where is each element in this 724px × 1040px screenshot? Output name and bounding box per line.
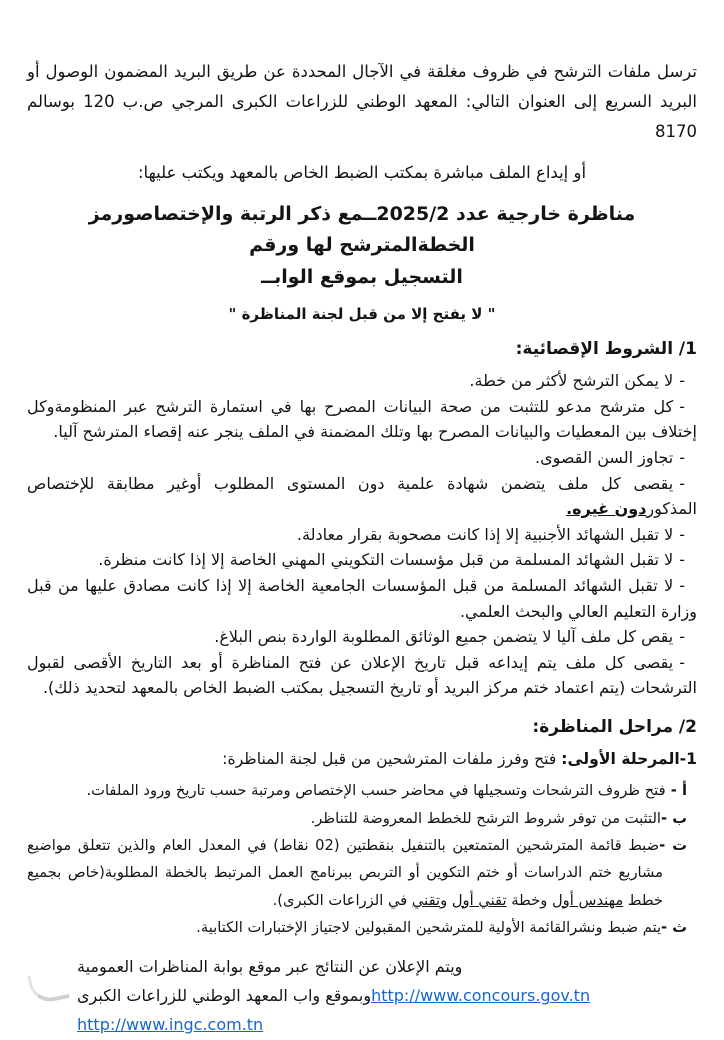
text-run: في الزراعات الكبرى). bbox=[272, 891, 412, 909]
concours-link-line bbox=[77, 982, 697, 1011]
text-run: ب - bbox=[661, 809, 687, 827]
stage1-steps-list bbox=[27, 777, 697, 941]
list-item bbox=[27, 624, 697, 650]
text-run: التثبت من توفر شروط الترشح للخطط المعروضة للتناظر. bbox=[310, 809, 662, 827]
text-run: لا تقبل الشهائد الأجنبية إلا إذا كانت مصحوبة بقرار معادلة. bbox=[296, 524, 674, 544]
results-announce-line: ويتم الإعلان عن النتائج عبر موقع بوابة المناظرات العمومية bbox=[77, 957, 463, 977]
ingc-link-line bbox=[77, 1011, 697, 1040]
bullet-dash: - bbox=[679, 473, 685, 493]
bullet-dash: - bbox=[679, 627, 685, 647]
text-run: يتم ضبط ونشرالقائمة الأولية للمترشحين المقبولين لاجتياز الإختبارات الكتابية. bbox=[196, 918, 662, 936]
text-run: وبموقع واب المعهد الوطني للزراعات الكبرى bbox=[77, 986, 372, 1006]
list-item bbox=[27, 650, 697, 701]
text-run: لا تقبل الشهائد المسلمة من قبل مؤسسات التكويني المهني الخاصة إلا إذا كانت منظرة. bbox=[98, 550, 674, 570]
bullet-dash: - bbox=[679, 652, 685, 672]
list-item bbox=[27, 777, 697, 804]
scan-smudge-artifact bbox=[27, 968, 69, 1005]
list-item bbox=[27, 394, 697, 445]
list-item bbox=[27, 805, 697, 832]
committee-only-note: " لا يفتح إلا من قبل لجنة المناظرة " bbox=[228, 305, 496, 324]
list-item bbox=[27, 914, 697, 941]
list-item bbox=[27, 547, 697, 573]
text-run: ث - bbox=[661, 918, 687, 936]
text-run: دون غيره. bbox=[566, 499, 647, 519]
text-run: تقني أول bbox=[451, 891, 507, 909]
text-run: ت - bbox=[659, 836, 687, 854]
text-run: تجاوز السن القصوى. bbox=[535, 448, 674, 468]
section1-heading: 1/ الشروط الإقصائية: bbox=[515, 339, 697, 360]
bullet-dash: - bbox=[679, 448, 685, 468]
bullet-dash: - bbox=[679, 371, 685, 391]
text-run: لا يمكن الترشح لأكثر من خطة. bbox=[469, 371, 674, 391]
stage1-line bbox=[27, 746, 697, 773]
list-item bbox=[27, 573, 697, 624]
envelope-title bbox=[27, 199, 697, 295]
text-run: مهندس أول bbox=[552, 891, 624, 909]
direct-deposit-line: أو إيداع الملف مباشرة بمكتب الضبط الخاص بالمعهد ويكتب عليها: bbox=[137, 163, 587, 183]
text-run: فتح وفرز ملفات المترشحين من قبل لجنة المناظرة: bbox=[222, 749, 562, 768]
hyperlink[interactable]: http://www.ingc.com.tn bbox=[77, 1014, 264, 1034]
bullet-dash: - bbox=[679, 550, 685, 570]
text-run: يقصى كل ملف يتم إيداعه قبل تاريخ الإعلان عن فتح المناظرة أو بعد التاريخ الأقصى لقبول الترشحات (يتم اعتماد ختم مركز البريد أو تاريخ التسجيل بمكتب الضبط الخاص بالمعهد لتحديد ذلك). bbox=[27, 652, 697, 698]
text-run: تقني bbox=[411, 891, 441, 909]
bullet-dash: - bbox=[679, 576, 685, 596]
text-run: لا تقبل الشهائد المسلمة من قبل المؤسسات الجامعية الخاصة إلا إذا كانت مصادق عليها من قبل وزارة التعليم العالي والبحث العلمي. bbox=[27, 576, 697, 621]
list-item bbox=[27, 832, 697, 914]
text-run: يقصى كل ملف يتضمن شهادة علمية دون المستوى المطلوب أوغير مطابقة للإختصاص المذكور bbox=[27, 473, 697, 519]
list-item bbox=[27, 445, 697, 471]
text-run: أ - bbox=[665, 782, 687, 800]
section2-heading: 2/ مراحل المناظرة: bbox=[532, 716, 697, 737]
list-item bbox=[27, 368, 697, 394]
envelope-title-line2: التسجيل بموقع الوابــ bbox=[261, 266, 463, 289]
list-item bbox=[27, 522, 697, 548]
text-run: و bbox=[440, 891, 452, 909]
bullet-dash: - bbox=[679, 524, 685, 544]
envelope-title-line1: مناظرة خارجية عدد 2025/2ــمع ذكر الرتبة والإختصاصورمز الخطةالمترشح لها ورقم bbox=[88, 202, 636, 257]
list-item bbox=[27, 471, 697, 522]
results-footer bbox=[77, 953, 697, 1039]
exclusion-criteria-list bbox=[27, 368, 697, 701]
hyperlink[interactable]: http://www.concours.gov.tn bbox=[371, 986, 591, 1006]
text-run: وخطة bbox=[506, 891, 553, 909]
bullet-dash: - bbox=[679, 396, 685, 416]
mailing-instructions-paragraph: ترسل ملفات الترشح في ظروف مغلقة في الآجال المحددة عن طريق البريد المضمون الوصول أو البريد السريع إلى العنوان التالي: المعهد الوطني للزراعات الكبرى المرجي ص.ب 120 بوسالم 8170 bbox=[27, 61, 697, 141]
text-run: يقص كل ملف آليا لا يتضمن جميع الوثائق المطلوبة الواردة بنص البلاغ. bbox=[214, 627, 674, 647]
text-run: 1-المرحلة الأولى: bbox=[561, 749, 697, 768]
text-run: كل مترشح مدعو للتثبت من صحة البيانات المصرح بها في استمارة الترشح عبر المنظومةوكل إختلاف بين المعطيات والبيانات المصرح بها وتلك المضمنة في الملف ينجر عنه إقصاء المترشح آليا. bbox=[27, 396, 697, 442]
text-run: فتح ظروف الترشحات وتسجيلها في محاضر حسب الإختصاص ومرتبة حسب تاريخ ورود الملفات. bbox=[86, 782, 666, 800]
text-run: ضبط قائمة المترشحين المتمتعين بالتنفيل بنقطتين (02 نقاط) في المعدل العام والذين تتعلق مواضيع مشاريع ختم الدراسات أو ختم التكوين أو التربص ببرنامج العمل المرتبط بالخطة المطلوبة(خاص بجميع خطط bbox=[27, 836, 663, 909]
